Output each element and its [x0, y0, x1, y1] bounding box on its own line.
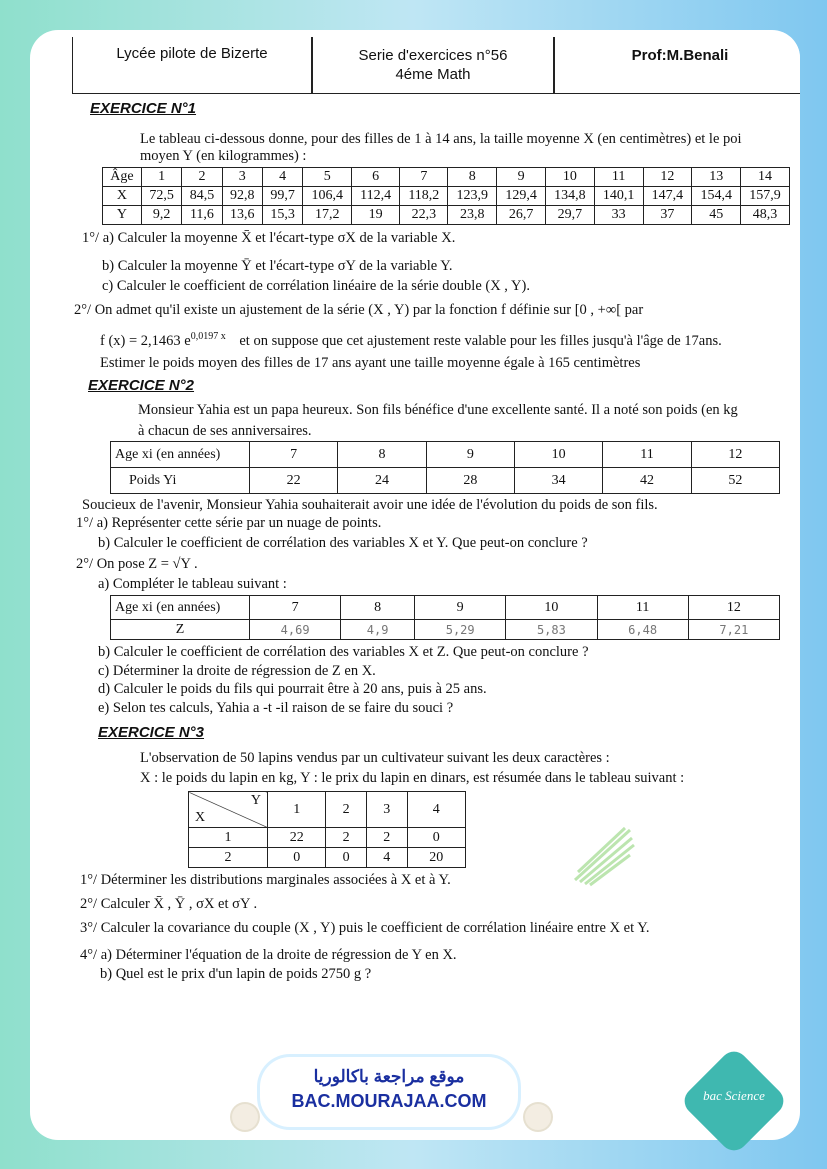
- ex1-x-cell: 134,8: [545, 187, 594, 206]
- series-title: Serie d'exercices n°56: [358, 47, 508, 64]
- ex1-table: [102, 167, 790, 225]
- ex3-intro-line2: X : le poids du lapin en kg, Y : le prix du lapin en dinars, est résumée dans le tableau suivant :: [140, 770, 685, 786]
- header-school-box: [72, 37, 312, 94]
- ex2-poids-cell: 28: [426, 468, 514, 494]
- ex1-x-cell: 154,4: [692, 187, 741, 206]
- ex3-cell: 0: [326, 848, 367, 868]
- ex1-row-label: Y: [103, 206, 142, 225]
- ex2-age-cell: 9: [415, 596, 506, 620]
- ex1-age-cell: 9: [497, 168, 546, 187]
- ex2-q2e: e) Selon tes calculs, Yahia a -t -il raison de se faire du souci ?: [98, 700, 454, 716]
- ex1-y-cell: 19: [352, 206, 400, 225]
- ex1-age-cell: 13: [692, 168, 741, 187]
- ex2-q2a: a) Compléter le tableau suivant :: [98, 576, 287, 592]
- ex3-row-header: 1: [189, 828, 268, 848]
- bac-science-logo-text: bac Science: [703, 1088, 765, 1103]
- ex1-q1a: 1°/ a) Calculer la moyenne X̄ et l'écart-type σX de la variable X.: [82, 230, 456, 246]
- ex2-age-cell: 11: [603, 442, 691, 468]
- ex2-table2-row-z: [111, 620, 780, 640]
- ex2-age-cell: 10: [506, 596, 597, 620]
- ex1-row-x: [103, 187, 790, 206]
- ex1-q1b: b) Calculer la moyenne Ȳ et l'écart-type σY de la variable Y.: [102, 258, 453, 274]
- ex2-table1-label: Poids Yi: [111, 468, 250, 494]
- ex2-q2: 2°/ On pose Z = √Y .: [76, 556, 198, 572]
- ex2-table2-label: Z: [111, 620, 250, 640]
- ex2-table1-row-poids: [111, 468, 780, 494]
- ex3-col-header: 2: [326, 792, 367, 828]
- ex1-age-cell: 3: [222, 168, 262, 187]
- ex1-age-cell: 14: [741, 168, 790, 187]
- ex2-table1: [110, 441, 780, 494]
- ex2-age-cell: 8: [341, 596, 415, 620]
- ex2-q2c: c) Déterminer la droite de régression de Z en X.: [98, 663, 376, 679]
- ex1-x-cell: 147,4: [643, 187, 692, 206]
- ex3-col-header: 4: [407, 792, 465, 828]
- ex1-y-cell: 22,3: [400, 206, 448, 225]
- ex1-intro-line1: Le tableau ci-dessous donne, pour des filles de 1 à 14 ans, la taille moyenne X (en centimètres) et le poi: [140, 131, 742, 147]
- level: 4éme Math: [395, 66, 471, 83]
- ex1-x-cell: 92,8: [222, 187, 262, 206]
- ex2-poids-cell: 52: [691, 468, 779, 494]
- ex1-age-cell: 1: [141, 168, 181, 187]
- ex2-souci: Soucieux de l'avenir, Monsieur Yahia souhaiterait avoir une idée de l'évolution du poids de son fils.: [82, 497, 658, 513]
- ex1-age-cell: 8: [448, 168, 497, 187]
- ex3-q1: 1°/ Déterminer les distributions marginales associées à X et à Y.: [80, 872, 451, 888]
- ex2-q2d: d) Calculer le poids du fils qui pourrait être à 20 ans, puis à 25 ans.: [98, 681, 487, 697]
- ex1-q2-formula: [100, 331, 722, 350]
- ex2-table2-label: Age xi (en années): [111, 596, 250, 620]
- ex1-formula-exponent: 0,0197 x: [190, 331, 226, 342]
- ex1-y-cell: 29,7: [545, 206, 594, 225]
- ex3-table: [188, 791, 466, 868]
- ex3-table-corner: [189, 792, 268, 828]
- ex1-intro-line2: moyen Y (en kilogrammes) :: [140, 148, 307, 164]
- site-url: BAC.MOURAJAA.COM: [291, 1091, 487, 1111]
- ex2-age-cell: 9: [426, 442, 514, 468]
- site-arabic-name: موقع مراجعة باكالوريا: [313, 1067, 465, 1086]
- ex2-z-handwritten-cell: 6,48: [597, 620, 688, 640]
- ex2-q1b: b) Calculer le coefficient de corrélation des variables X et Y. Que peut-on conclure ?: [98, 535, 588, 551]
- ex3-cell: 2: [366, 828, 407, 848]
- ex1-title: EXERCICE N°1: [90, 100, 197, 117]
- ex3-table-row: [189, 848, 466, 868]
- ex3-table-row: [189, 828, 466, 848]
- ex1-age-cell: 7: [400, 168, 448, 187]
- ex1-age-cell: 11: [594, 168, 643, 187]
- ex2-table1-label: Age xi (en années): [111, 442, 250, 468]
- header-teacher-box: [554, 37, 800, 94]
- ex3-q4b: b) Quel est le prix d'un lapin de poids 2750 g ?: [100, 966, 372, 982]
- ex2-intro-line2: à chacun de ses anniversaires.: [138, 423, 312, 439]
- ex2-poids-cell: 42: [603, 468, 691, 494]
- ex1-age-cell: 6: [352, 168, 400, 187]
- ex1-row-age: [103, 168, 790, 187]
- ex2-age-cell: 7: [250, 442, 338, 468]
- ex2-age-cell: 10: [514, 442, 602, 468]
- ex1-x-cell: 157,9: [741, 187, 790, 206]
- teacher-name: Prof:M.Benali: [631, 47, 729, 64]
- exercise-sheet: [30, 30, 800, 1140]
- ex2-z-handwritten-cell: 5,83: [506, 620, 597, 640]
- right-mini-logo-icon: [525, 1104, 551, 1130]
- site-badge[interactable]: [260, 1057, 518, 1127]
- ex1-row-y: [103, 206, 790, 225]
- ex3-row-header: 2: [189, 848, 268, 868]
- ex2-q2b: b) Calculer le coefficient de corrélation des variables X et Z. Que peut-on conclure ?: [98, 644, 589, 660]
- ex1-y-cell: 26,7: [497, 206, 546, 225]
- ex3-cell: 0: [407, 828, 465, 848]
- ex2-title: EXERCICE N°2: [88, 377, 195, 394]
- ex3-q3: 3°/ Calculer la covariance du couple (X , Y) puis le coefficient de corrélation linéaire entre X et Y.: [80, 920, 650, 936]
- ex1-q1c: c) Calculer le coefficient de corrélation linéaire de la série double (X , Y).: [102, 278, 530, 294]
- ex3-corner-y: Y: [250, 793, 261, 808]
- ex1-age-cell: 5: [303, 168, 352, 187]
- ex3-col-header: 1: [268, 792, 326, 828]
- ex1-y-cell: 11,6: [182, 206, 222, 225]
- ex2-age-cell: 7: [250, 596, 341, 620]
- ex2-age-cell: 12: [688, 596, 779, 620]
- ex3-col-header: 3: [366, 792, 407, 828]
- ex1-formula-base: f (x) = 2,1463 e: [100, 332, 191, 349]
- ex2-intro-line1: Monsieur Yahia est un papa heureux. Son fils bénéfice d'une excellente santé. Il a noté son poids (en kg: [138, 402, 738, 418]
- ex1-x-cell: 106,4: [303, 187, 352, 206]
- ex3-cell: 2: [326, 828, 367, 848]
- ex3-cell: 22: [268, 828, 326, 848]
- ex1-x-cell: 129,4: [497, 187, 546, 206]
- ex3-cell: 20: [407, 848, 465, 868]
- ex2-age-cell: 12: [691, 442, 779, 468]
- ex2-z-handwritten-cell: 7,21: [688, 620, 779, 640]
- ex1-x-cell: 140,1: [594, 187, 643, 206]
- ex2-z-handwritten-cell: 4,69: [250, 620, 341, 640]
- green-scribble: [570, 820, 640, 890]
- ex1-row-label: Âge: [103, 168, 142, 187]
- ex1-q2-estimate: Estimer le poids moyen des filles de 17 ans ayant une taille moyenne égale à 165 centimètres: [100, 355, 641, 371]
- ex3-q4a: 4°/ a) Déterminer l'équation de la droite de régression de Y en X.: [80, 947, 457, 963]
- ex2-z-handwritten-cell: 4,9: [341, 620, 415, 640]
- ex1-y-cell: 15,3: [262, 206, 302, 225]
- ex2-table2: [110, 595, 780, 640]
- ex3-q2: 2°/ Calculer X̄ , Ȳ , σX et σY .: [80, 896, 258, 912]
- ex1-y-cell: 45: [692, 206, 741, 225]
- ex3-cell: 0: [268, 848, 326, 868]
- ex2-poids-cell: 34: [514, 468, 602, 494]
- ex1-q2: 2°/ On admet qu'il existe un ajustement de la série (X , Y) par la fonction f définie sur [0 , +∞[ par: [74, 302, 644, 318]
- ex1-y-cell: 9,2: [141, 206, 181, 225]
- ex1-age-cell: 2: [182, 168, 222, 187]
- ex1-x-cell: 123,9: [448, 187, 497, 206]
- ex2-age-cell: 8: [338, 442, 426, 468]
- ex1-row-label: X: [103, 187, 142, 206]
- ex3-corner-x: X: [195, 810, 206, 825]
- ex1-y-cell: 13,6: [222, 206, 262, 225]
- ex2-poids-cell: 24: [338, 468, 426, 494]
- ex1-age-cell: 12: [643, 168, 692, 187]
- ex1-x-cell: 84,5: [182, 187, 222, 206]
- header-series-box: [312, 37, 554, 94]
- ex1-age-cell: 4: [262, 168, 302, 187]
- ex1-x-cell: 72,5: [141, 187, 181, 206]
- ex2-z-handwritten-cell: 5,29: [415, 620, 506, 640]
- left-mini-logo-icon: [232, 1104, 258, 1130]
- school-name: Lycée pilote de Bizerte: [116, 45, 268, 62]
- ex2-age-cell: 11: [597, 596, 688, 620]
- ex2-table2-row-age: [111, 596, 780, 620]
- ex1-y-cell: 37: [643, 206, 692, 225]
- ex1-y-cell: 17,2: [303, 206, 352, 225]
- ex1-x-cell: 99,7: [262, 187, 302, 206]
- ex2-poids-cell: 22: [250, 468, 338, 494]
- ex1-x-cell: 112,4: [352, 187, 400, 206]
- ex3-title: EXERCICE N°3: [98, 724, 205, 741]
- ex1-y-cell: 48,3: [741, 206, 790, 225]
- ex3-cell: 4: [366, 848, 407, 868]
- ex2-table1-row-age: [111, 442, 780, 468]
- ex3-table-header-row: [189, 792, 466, 828]
- ex1-age-cell: 10: [545, 168, 594, 187]
- ex1-y-cell: 23,8: [448, 206, 497, 225]
- ex3-intro-line1: L'observation de 50 lapins vendus par un cultivateur suivant les deux caractères :: [140, 750, 610, 766]
- ex1-formula-rest: et on suppose que cet ajustement reste valable pour les filles jusqu'à l'âge de 17ans.: [239, 332, 722, 349]
- ex1-y-cell: 33: [594, 206, 643, 225]
- ex1-x-cell: 118,2: [400, 187, 448, 206]
- ex2-q1a: 1°/ a) Représenter cette série par un nuage de points.: [76, 515, 382, 531]
